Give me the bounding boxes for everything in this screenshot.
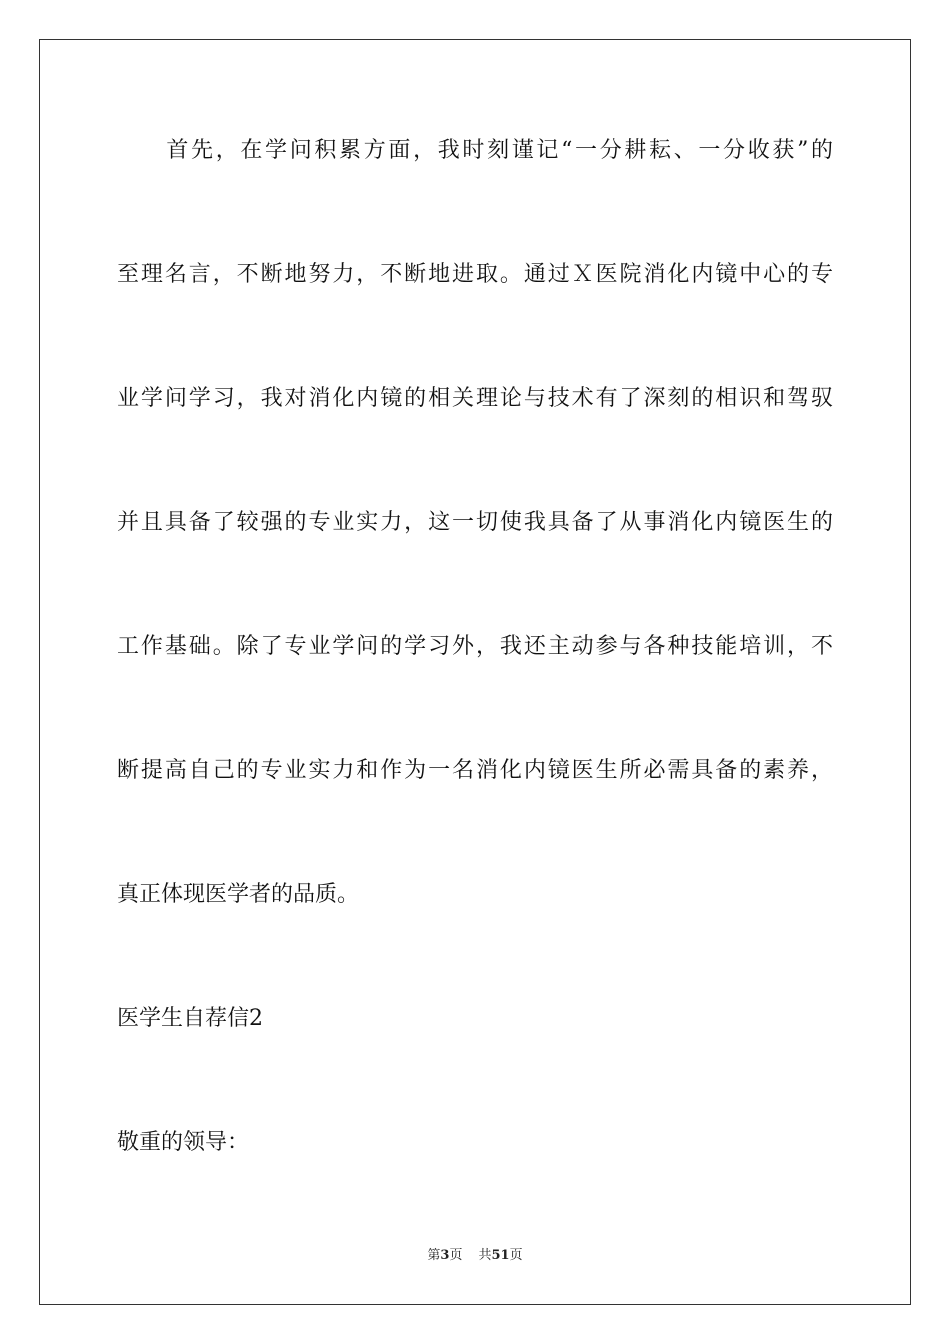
footer-total-prefix: 共 [478,1248,492,1263]
body-line-7: 真正体现医学者的品质。 [117,882,360,907]
body-line-3: 业学问学习，我对消化内镜的相关理论与技术有了深刻的相识和驾驭 [117,386,833,411]
page-border [39,39,911,1305]
body-line-6: 断提高自己的专业实力和作为一名消化内镜医生所必需具备的素养， [117,758,833,783]
footer-page-prefix: 第 [427,1248,441,1263]
body-line-2: 至理名言，不断地努力，不断地进取。通过Ｘ医院消化内镜中心的专 [117,262,833,287]
footer-total-suffix: 页 [509,1248,523,1263]
body-line-5: 工作基础。除了专业学问的学习外，我还主动参与各种技能培训，不 [117,634,833,659]
page-footer [0,1247,950,1265]
footer-total-pages: 51 [491,1248,510,1263]
body-line-4: 并且具备了较强的专业实力，这一切使我具备了从事消化内镜医生的 [117,510,833,535]
section-heading: 医学生自荐信2 [117,1006,263,1031]
footer-page-suffix: 页 [449,1248,463,1263]
salutation: 敬重的领导： [117,1130,250,1155]
body-line-1: 首先，在学问积累方面，我时刻谨记“一分耕耘、一分收获”的 [117,138,833,163]
footer-page-number: 3 [440,1248,450,1263]
